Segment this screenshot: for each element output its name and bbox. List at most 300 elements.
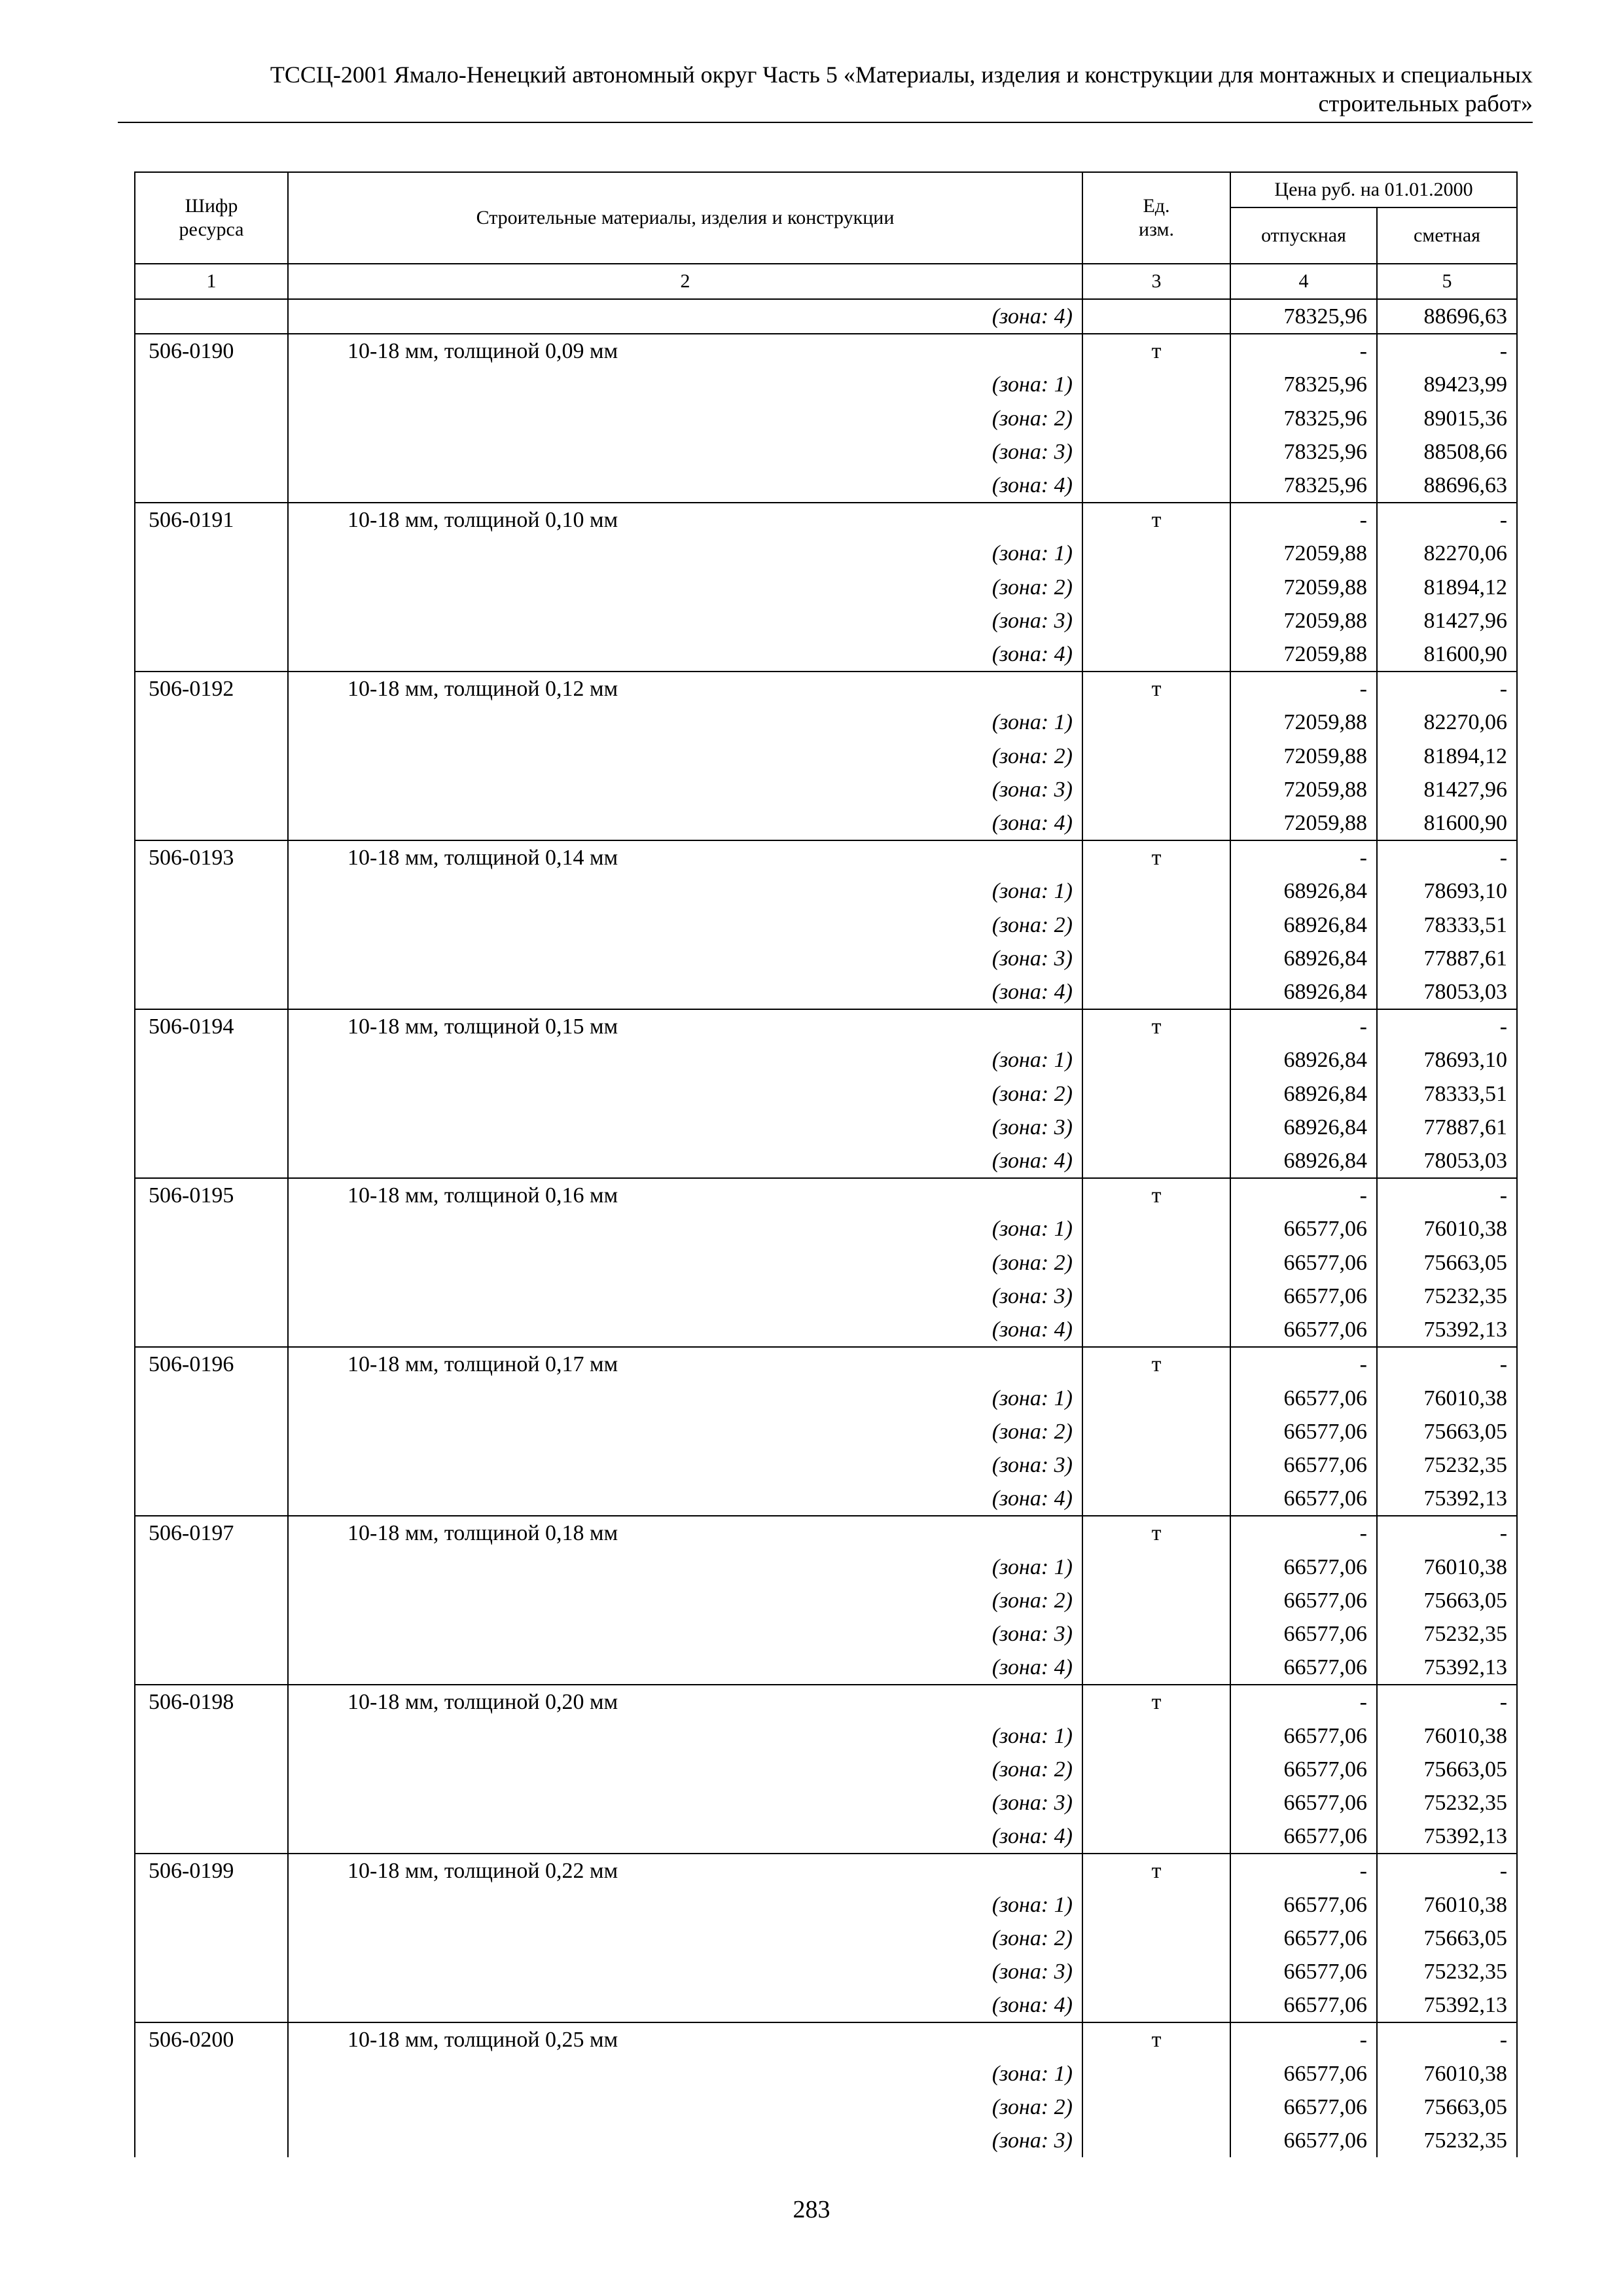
release-price-cell: 72059,88 bbox=[1230, 537, 1377, 570]
unit-cell bbox=[1082, 1043, 1230, 1077]
unit-cell bbox=[1082, 1584, 1230, 1617]
estimate-price-cell: - bbox=[1377, 2022, 1517, 2056]
resource-code-cell bbox=[135, 2124, 288, 2157]
resource-code-cell bbox=[135, 435, 288, 469]
table-row bbox=[135, 1111, 1517, 1144]
zone-label-cell: (зона: 4) bbox=[288, 1651, 1082, 1685]
material-name-cell: 10-18 мм, толщиной 0,15 мм bbox=[288, 1009, 1082, 1043]
zone-label-cell: (зона: 1) bbox=[288, 1719, 1082, 1753]
column-header-price-group: Цена руб. на 01.01.2000 bbox=[1230, 172, 1517, 207]
resource-code-cell bbox=[135, 1651, 288, 1685]
release-price-cell: 66577,06 bbox=[1230, 1246, 1377, 1280]
header-rule bbox=[118, 122, 1533, 123]
estimate-price-cell: 76010,38 bbox=[1377, 1382, 1517, 1415]
release-price-cell: 66577,06 bbox=[1230, 1584, 1377, 1617]
zone-label-cell: (зона: 4) bbox=[288, 806, 1082, 840]
resource-code-cell bbox=[135, 637, 288, 672]
material-name-cell: 10-18 мм, толщиной 0,14 мм bbox=[288, 840, 1082, 874]
unit-cell bbox=[1082, 806, 1230, 840]
release-price-cell: 68926,84 bbox=[1230, 1077, 1377, 1111]
table-row bbox=[135, 1922, 1517, 1955]
resource-code-cell bbox=[135, 402, 288, 435]
table-row bbox=[135, 1009, 1517, 1043]
release-price-cell: 72059,88 bbox=[1230, 637, 1377, 672]
resource-code-cell bbox=[135, 2090, 288, 2124]
unit-cell bbox=[1082, 1482, 1230, 1516]
release-price-cell: - bbox=[1230, 1685, 1377, 1719]
resource-code-cell bbox=[135, 1043, 288, 1077]
estimate-price-cell: 75232,35 bbox=[1377, 1786, 1517, 1820]
unit-cell bbox=[1082, 537, 1230, 570]
estimate-price-cell: - bbox=[1377, 1854, 1517, 1888]
release-price-cell: - bbox=[1230, 1516, 1377, 1550]
unit-cell bbox=[1082, 1988, 1230, 2022]
column-number: 5 bbox=[1377, 264, 1517, 299]
release-price-cell: 66577,06 bbox=[1230, 1955, 1377, 1988]
estimate-price-cell: - bbox=[1377, 1685, 1517, 1719]
resource-code-cell bbox=[135, 1382, 288, 1415]
resource-code-cell bbox=[135, 975, 288, 1009]
estimate-price-cell: - bbox=[1377, 503, 1517, 537]
material-name-cell: 10-18 мм, толщиной 0,10 мм bbox=[288, 503, 1082, 537]
table-row bbox=[135, 435, 1517, 469]
unit-cell bbox=[1082, 2057, 1230, 2090]
release-price-cell: 66577,06 bbox=[1230, 1382, 1377, 1415]
zone-label-cell: (зона: 3) bbox=[288, 2124, 1082, 2157]
unit-cell bbox=[1082, 1719, 1230, 1753]
estimate-price-cell: - bbox=[1377, 1009, 1517, 1043]
estimate-price-cell: 76010,38 bbox=[1377, 2057, 1517, 2090]
zone-label-cell: (зона: 4) bbox=[288, 975, 1082, 1009]
unit-cell bbox=[1082, 773, 1230, 806]
estimate-price-cell: - bbox=[1377, 1178, 1517, 1212]
release-price-cell: 66577,06 bbox=[1230, 1280, 1377, 1313]
resource-code-cell bbox=[135, 1313, 288, 1347]
unit-cell bbox=[1082, 740, 1230, 773]
table-row bbox=[135, 1382, 1517, 1415]
estimate-price-cell: 75232,35 bbox=[1377, 2124, 1517, 2157]
unit-cell: т bbox=[1082, 1854, 1230, 1888]
release-price-cell: - bbox=[1230, 2022, 1377, 2056]
zone-label-cell: (зона: 2) bbox=[288, 740, 1082, 773]
release-price-cell: 66577,06 bbox=[1230, 1988, 1377, 2022]
resource-code-cell: 506-0191 bbox=[135, 503, 288, 537]
page-number: 283 bbox=[793, 2196, 830, 2223]
estimate-price-cell: 76010,38 bbox=[1377, 1719, 1517, 1753]
table-row bbox=[135, 1753, 1517, 1786]
resource-code-cell bbox=[135, 706, 288, 739]
release-price-cell: 72059,88 bbox=[1230, 571, 1377, 604]
resource-code-cell: 506-0190 bbox=[135, 334, 288, 368]
zone-label-cell: (зона: 4) bbox=[288, 1482, 1082, 1516]
unit-cell bbox=[1082, 1922, 1230, 1955]
running-header-line-2: строительных работ» bbox=[1318, 90, 1533, 117]
estimate-price-cell: 78693,10 bbox=[1377, 1043, 1517, 1077]
table-row bbox=[135, 840, 1517, 874]
estimate-price-cell: 75232,35 bbox=[1377, 1448, 1517, 1482]
resource-code-cell bbox=[135, 604, 288, 637]
unit-cell bbox=[1082, 908, 1230, 942]
estimate-price-cell: 89015,36 bbox=[1377, 402, 1517, 435]
zone-label-cell: (зона: 2) bbox=[288, 908, 1082, 942]
release-price-cell: 72059,88 bbox=[1230, 740, 1377, 773]
column-number-row bbox=[135, 264, 1517, 299]
table-row bbox=[135, 1888, 1517, 1922]
table-row bbox=[135, 908, 1517, 942]
estimate-price-cell: 75663,05 bbox=[1377, 1415, 1517, 1448]
zone-label-cell: (зона: 1) bbox=[288, 706, 1082, 739]
resource-code-cell: 506-0199 bbox=[135, 1854, 288, 1888]
resource-code-cell bbox=[135, 942, 288, 975]
unit-cell bbox=[1082, 975, 1230, 1009]
resource-code-cell bbox=[135, 299, 288, 334]
zone-label-cell: (зона: 1) bbox=[288, 1043, 1082, 1077]
material-name-cell: 10-18 мм, толщиной 0,20 мм bbox=[288, 1685, 1082, 1719]
column-number: 3 bbox=[1082, 264, 1230, 299]
material-name-cell: 10-18 мм, толщиной 0,12 мм bbox=[288, 672, 1082, 706]
estimate-price-cell: - bbox=[1377, 672, 1517, 706]
table-row bbox=[135, 1854, 1517, 1888]
table-row bbox=[135, 942, 1517, 975]
unit-cell bbox=[1082, 469, 1230, 503]
release-price-cell: 66577,06 bbox=[1230, 1313, 1377, 1347]
release-price-cell: 68926,84 bbox=[1230, 975, 1377, 1009]
table-row bbox=[135, 874, 1517, 908]
zone-label-cell: (зона: 4) bbox=[288, 637, 1082, 672]
estimate-price-cell: - bbox=[1377, 1516, 1517, 1550]
column-header-name: Строительные материалы, изделия и конструкции bbox=[288, 172, 1082, 264]
table-row bbox=[135, 1719, 1517, 1753]
release-price-cell: 68926,84 bbox=[1230, 1043, 1377, 1077]
zone-label-cell: (зона: 3) bbox=[288, 1111, 1082, 1144]
release-price-cell: - bbox=[1230, 334, 1377, 368]
table-row bbox=[135, 1584, 1517, 1617]
release-price-cell: 66577,06 bbox=[1230, 2057, 1377, 2090]
zone-label-cell: (зона: 1) bbox=[288, 2057, 1082, 2090]
table-row bbox=[135, 1955, 1517, 1988]
table-row bbox=[135, 2057, 1517, 2090]
resource-code-cell bbox=[135, 537, 288, 570]
release-price-cell: 68926,84 bbox=[1230, 874, 1377, 908]
release-price-cell: 66577,06 bbox=[1230, 1820, 1377, 1854]
unit-cell bbox=[1082, 1820, 1230, 1854]
release-price-cell: 66577,06 bbox=[1230, 1448, 1377, 1482]
unit-cell bbox=[1082, 1415, 1230, 1448]
estimate-price-cell: - bbox=[1377, 1347, 1517, 1381]
material-name-cell: 10-18 мм, толщиной 0,16 мм bbox=[288, 1178, 1082, 1212]
estimate-price-cell: 88696,63 bbox=[1377, 299, 1517, 334]
resource-code-cell bbox=[135, 740, 288, 773]
table-row bbox=[135, 1347, 1517, 1381]
resource-code-cell bbox=[135, 1111, 288, 1144]
zone-label-cell: (зона: 2) bbox=[288, 1246, 1082, 1280]
table-row bbox=[135, 2090, 1517, 2124]
unit-cell bbox=[1082, 637, 1230, 672]
resource-code-cell bbox=[135, 1448, 288, 1482]
estimate-price-cell: 76010,38 bbox=[1377, 1888, 1517, 1922]
table-row bbox=[135, 469, 1517, 503]
estimate-price-cell: 75392,13 bbox=[1377, 1313, 1517, 1347]
price-table bbox=[134, 171, 1518, 2157]
table-row bbox=[135, 1786, 1517, 1820]
unit-cell: т bbox=[1082, 334, 1230, 368]
column-number: 2 bbox=[288, 264, 1082, 299]
material-name-cell: 10-18 мм, толщиной 0,22 мм bbox=[288, 1854, 1082, 1888]
estimate-price-cell: 81600,90 bbox=[1377, 806, 1517, 840]
estimate-price-cell: 75232,35 bbox=[1377, 1955, 1517, 1988]
resource-code-cell: 506-0193 bbox=[135, 840, 288, 874]
zone-label-cell: (зона: 1) bbox=[288, 368, 1082, 401]
zone-label-cell: (зона: 2) bbox=[288, 1922, 1082, 1955]
table-row bbox=[135, 402, 1517, 435]
table-row bbox=[135, 1280, 1517, 1313]
release-price-cell: 68926,84 bbox=[1230, 1111, 1377, 1144]
zone-label-cell: (зона: 4) bbox=[288, 1313, 1082, 1347]
resource-code-cell bbox=[135, 908, 288, 942]
table-row bbox=[135, 740, 1517, 773]
release-price-cell: - bbox=[1230, 1854, 1377, 1888]
unit-cell bbox=[1082, 942, 1230, 975]
resource-code-cell: 506-0192 bbox=[135, 672, 288, 706]
zone-label-cell: (зона: 2) bbox=[288, 2090, 1082, 2124]
table-header bbox=[135, 172, 1517, 299]
release-price-cell: 66577,06 bbox=[1230, 2090, 1377, 2124]
estimate-price-cell: 75663,05 bbox=[1377, 1246, 1517, 1280]
estimate-price-cell: 89423,99 bbox=[1377, 368, 1517, 401]
release-price-cell: 66577,06 bbox=[1230, 1212, 1377, 1246]
table-row bbox=[135, 637, 1517, 672]
zone-label-cell: (зона: 1) bbox=[288, 1551, 1082, 1584]
table-row bbox=[135, 672, 1517, 706]
unit-cell bbox=[1082, 368, 1230, 401]
zone-label-cell: (зона: 4) bbox=[288, 1144, 1082, 1178]
table-row bbox=[135, 334, 1517, 368]
unit-cell bbox=[1082, 706, 1230, 739]
zone-label-cell: (зона: 4) bbox=[288, 1820, 1082, 1854]
resource-code-cell: 506-0197 bbox=[135, 1516, 288, 1550]
unit-cell bbox=[1082, 1077, 1230, 1111]
table-row bbox=[135, 503, 1517, 537]
estimate-price-cell: 75392,13 bbox=[1377, 1820, 1517, 1854]
unit-cell bbox=[1082, 1313, 1230, 1347]
zone-label-cell: (зона: 4) bbox=[288, 299, 1082, 334]
release-price-cell: 66577,06 bbox=[1230, 1415, 1377, 1448]
release-price-cell: 66577,06 bbox=[1230, 1786, 1377, 1820]
zone-label-cell: (зона: 1) bbox=[288, 1888, 1082, 1922]
table-row bbox=[135, 1313, 1517, 1347]
table-row bbox=[135, 1685, 1517, 1719]
release-price-cell: - bbox=[1230, 1178, 1377, 1212]
unit-cell bbox=[1082, 1651, 1230, 1685]
table-row bbox=[135, 1617, 1517, 1651]
estimate-price-cell: - bbox=[1377, 334, 1517, 368]
unit-cell bbox=[1082, 2090, 1230, 2124]
resource-code-cell bbox=[135, 1617, 288, 1651]
zone-label-cell: (зона: 2) bbox=[288, 1415, 1082, 1448]
release-price-cell: 66577,06 bbox=[1230, 1651, 1377, 1685]
resource-code-cell bbox=[135, 1482, 288, 1516]
estimate-price-cell: 88508,66 bbox=[1377, 435, 1517, 469]
zone-label-cell: (зона: 3) bbox=[288, 435, 1082, 469]
zone-label-cell: (зона: 3) bbox=[288, 1955, 1082, 1988]
release-price-cell: 72059,88 bbox=[1230, 773, 1377, 806]
column-number: 4 bbox=[1230, 264, 1377, 299]
estimate-price-cell: 75663,05 bbox=[1377, 1753, 1517, 1786]
estimate-price-cell: 88696,63 bbox=[1377, 469, 1517, 503]
unit-cell bbox=[1082, 402, 1230, 435]
release-price-cell: 66577,06 bbox=[1230, 1719, 1377, 1753]
estimate-price-cell: 77887,61 bbox=[1377, 942, 1517, 975]
estimate-price-cell: 75392,13 bbox=[1377, 1651, 1517, 1685]
column-number: 1 bbox=[135, 264, 288, 299]
zone-label-cell: (зона: 1) bbox=[288, 1212, 1082, 1246]
unit-cell: т bbox=[1082, 503, 1230, 537]
table-row bbox=[135, 1448, 1517, 1482]
release-price-cell: - bbox=[1230, 840, 1377, 874]
estimate-price-cell: 78333,51 bbox=[1377, 1077, 1517, 1111]
estimate-price-cell: 81894,12 bbox=[1377, 571, 1517, 604]
release-price-cell: 78325,96 bbox=[1230, 402, 1377, 435]
unit-cell bbox=[1082, 571, 1230, 604]
unit-cell bbox=[1082, 1111, 1230, 1144]
estimate-price-cell: - bbox=[1377, 840, 1517, 874]
release-price-cell: 72059,88 bbox=[1230, 706, 1377, 739]
material-name-cell: 10-18 мм, толщиной 0,25 мм bbox=[288, 2022, 1082, 2056]
column-header-estimate-price: сметная bbox=[1377, 207, 1517, 264]
table-row bbox=[135, 1551, 1517, 1584]
estimate-price-cell: 75663,05 bbox=[1377, 1584, 1517, 1617]
release-price-cell: - bbox=[1230, 1347, 1377, 1381]
release-price-cell: 66577,06 bbox=[1230, 1482, 1377, 1516]
table-row bbox=[135, 1516, 1517, 1550]
estimate-price-cell: 75232,35 bbox=[1377, 1617, 1517, 1651]
table-row bbox=[135, 368, 1517, 401]
unit-cell: т bbox=[1082, 1685, 1230, 1719]
unit-cell: т bbox=[1082, 672, 1230, 706]
resource-code-cell bbox=[135, 368, 288, 401]
zone-label-cell: (зона: 1) bbox=[288, 1382, 1082, 1415]
unit-cell: т bbox=[1082, 2022, 1230, 2056]
table-row bbox=[135, 537, 1517, 570]
zone-label-cell: (зона: 3) bbox=[288, 773, 1082, 806]
unit-cell bbox=[1082, 1280, 1230, 1313]
table-row bbox=[135, 773, 1517, 806]
unit-cell: т bbox=[1082, 840, 1230, 874]
unit-cell bbox=[1082, 1551, 1230, 1584]
estimate-price-cell: 81427,96 bbox=[1377, 773, 1517, 806]
zone-label-cell: (зона: 1) bbox=[288, 537, 1082, 570]
table-row bbox=[135, 806, 1517, 840]
resource-code-cell bbox=[135, 1888, 288, 1922]
estimate-price-cell: 76010,38 bbox=[1377, 1212, 1517, 1246]
release-price-cell: 68926,84 bbox=[1230, 942, 1377, 975]
estimate-price-cell: 81427,96 bbox=[1377, 604, 1517, 637]
resource-code-cell: 506-0200 bbox=[135, 2022, 288, 2056]
estimate-price-cell: 75663,05 bbox=[1377, 1922, 1517, 1955]
zone-label-cell: (зона: 3) bbox=[288, 1448, 1082, 1482]
zone-label-cell: (зона: 1) bbox=[288, 874, 1082, 908]
unit-cell bbox=[1082, 1212, 1230, 1246]
estimate-price-cell: 75232,35 bbox=[1377, 1280, 1517, 1313]
estimate-price-cell: 77887,61 bbox=[1377, 1111, 1517, 1144]
release-price-cell: - bbox=[1230, 503, 1377, 537]
unit-cell: т bbox=[1082, 1178, 1230, 1212]
unit-cell bbox=[1082, 1888, 1230, 1922]
zone-label-cell: (зона: 2) bbox=[288, 402, 1082, 435]
resource-code-cell bbox=[135, 1988, 288, 2022]
release-price-cell: 68926,84 bbox=[1230, 1144, 1377, 1178]
release-price-cell: 66577,06 bbox=[1230, 1753, 1377, 1786]
zone-label-cell: (зона: 2) bbox=[288, 1077, 1082, 1111]
zone-label-cell: (зона: 4) bbox=[288, 469, 1082, 503]
zone-label-cell: (зона: 3) bbox=[288, 604, 1082, 637]
zone-label-cell: (зона: 2) bbox=[288, 1584, 1082, 1617]
column-header-code: Шифр ресурса bbox=[135, 172, 288, 264]
unit-cell bbox=[1082, 435, 1230, 469]
zone-label-cell: (зона: 3) bbox=[288, 1786, 1082, 1820]
zone-label-cell: (зона: 3) bbox=[288, 1280, 1082, 1313]
running-header-line-1: ТССЦ-2001 Ямало-Ненецкий автономный округ Часть 5 «Материалы, изделия и конструкции для монтажных и специальных bbox=[270, 62, 1533, 88]
release-price-cell: 66577,06 bbox=[1230, 1551, 1377, 1584]
estimate-price-cell: 82270,06 bbox=[1377, 537, 1517, 570]
table-row bbox=[135, 1212, 1517, 1246]
table-row bbox=[135, 1651, 1517, 1685]
unit-cell bbox=[1082, 874, 1230, 908]
estimate-price-cell: 81600,90 bbox=[1377, 637, 1517, 672]
table-row bbox=[135, 2124, 1517, 2157]
release-price-cell: - bbox=[1230, 672, 1377, 706]
zone-label-cell: (зона: 2) bbox=[288, 1753, 1082, 1786]
resource-code-cell bbox=[135, 1551, 288, 1584]
unit-cell: т bbox=[1082, 1516, 1230, 1550]
material-name-cell: 10-18 мм, толщиной 0,18 мм bbox=[288, 1516, 1082, 1550]
unit-cell bbox=[1082, 2124, 1230, 2157]
resource-code-cell: 506-0198 bbox=[135, 1685, 288, 1719]
unit-cell: т bbox=[1082, 1347, 1230, 1381]
estimate-price-cell: 78053,03 bbox=[1377, 975, 1517, 1009]
estimate-price-cell: 78333,51 bbox=[1377, 908, 1517, 942]
resource-code-cell bbox=[135, 1719, 288, 1753]
unit-cell bbox=[1082, 1246, 1230, 1280]
table-row bbox=[135, 706, 1517, 739]
unit-cell bbox=[1082, 1955, 1230, 1988]
unit-cell bbox=[1082, 1617, 1230, 1651]
zone-label-cell: (зона: 2) bbox=[288, 571, 1082, 604]
unit-cell: т bbox=[1082, 1009, 1230, 1043]
resource-code-cell bbox=[135, 1144, 288, 1178]
table-row bbox=[135, 2022, 1517, 2056]
material-name-cell: 10-18 мм, толщиной 0,17 мм bbox=[288, 1347, 1082, 1381]
table-row bbox=[135, 1043, 1517, 1077]
zone-label-cell: (зона: 4) bbox=[288, 1988, 1082, 2022]
resource-code-cell bbox=[135, 1212, 288, 1246]
release-price-cell: 78325,96 bbox=[1230, 368, 1377, 401]
zone-label-cell: (зона: 3) bbox=[288, 1617, 1082, 1651]
release-price-cell: 66577,06 bbox=[1230, 1617, 1377, 1651]
running-header bbox=[118, 60, 1533, 118]
estimate-price-cell: 81894,12 bbox=[1377, 740, 1517, 773]
estimate-price-cell: 78693,10 bbox=[1377, 874, 1517, 908]
resource-code-cell bbox=[135, 1922, 288, 1955]
release-price-cell: 78325,96 bbox=[1230, 469, 1377, 503]
resource-code-cell bbox=[135, 773, 288, 806]
resource-code-cell bbox=[135, 469, 288, 503]
table-row bbox=[135, 1178, 1517, 1212]
unit-cell bbox=[1082, 299, 1230, 334]
release-price-cell: 78325,96 bbox=[1230, 435, 1377, 469]
resource-code-cell: 506-0195 bbox=[135, 1178, 288, 1212]
unit-cell bbox=[1082, 1753, 1230, 1786]
